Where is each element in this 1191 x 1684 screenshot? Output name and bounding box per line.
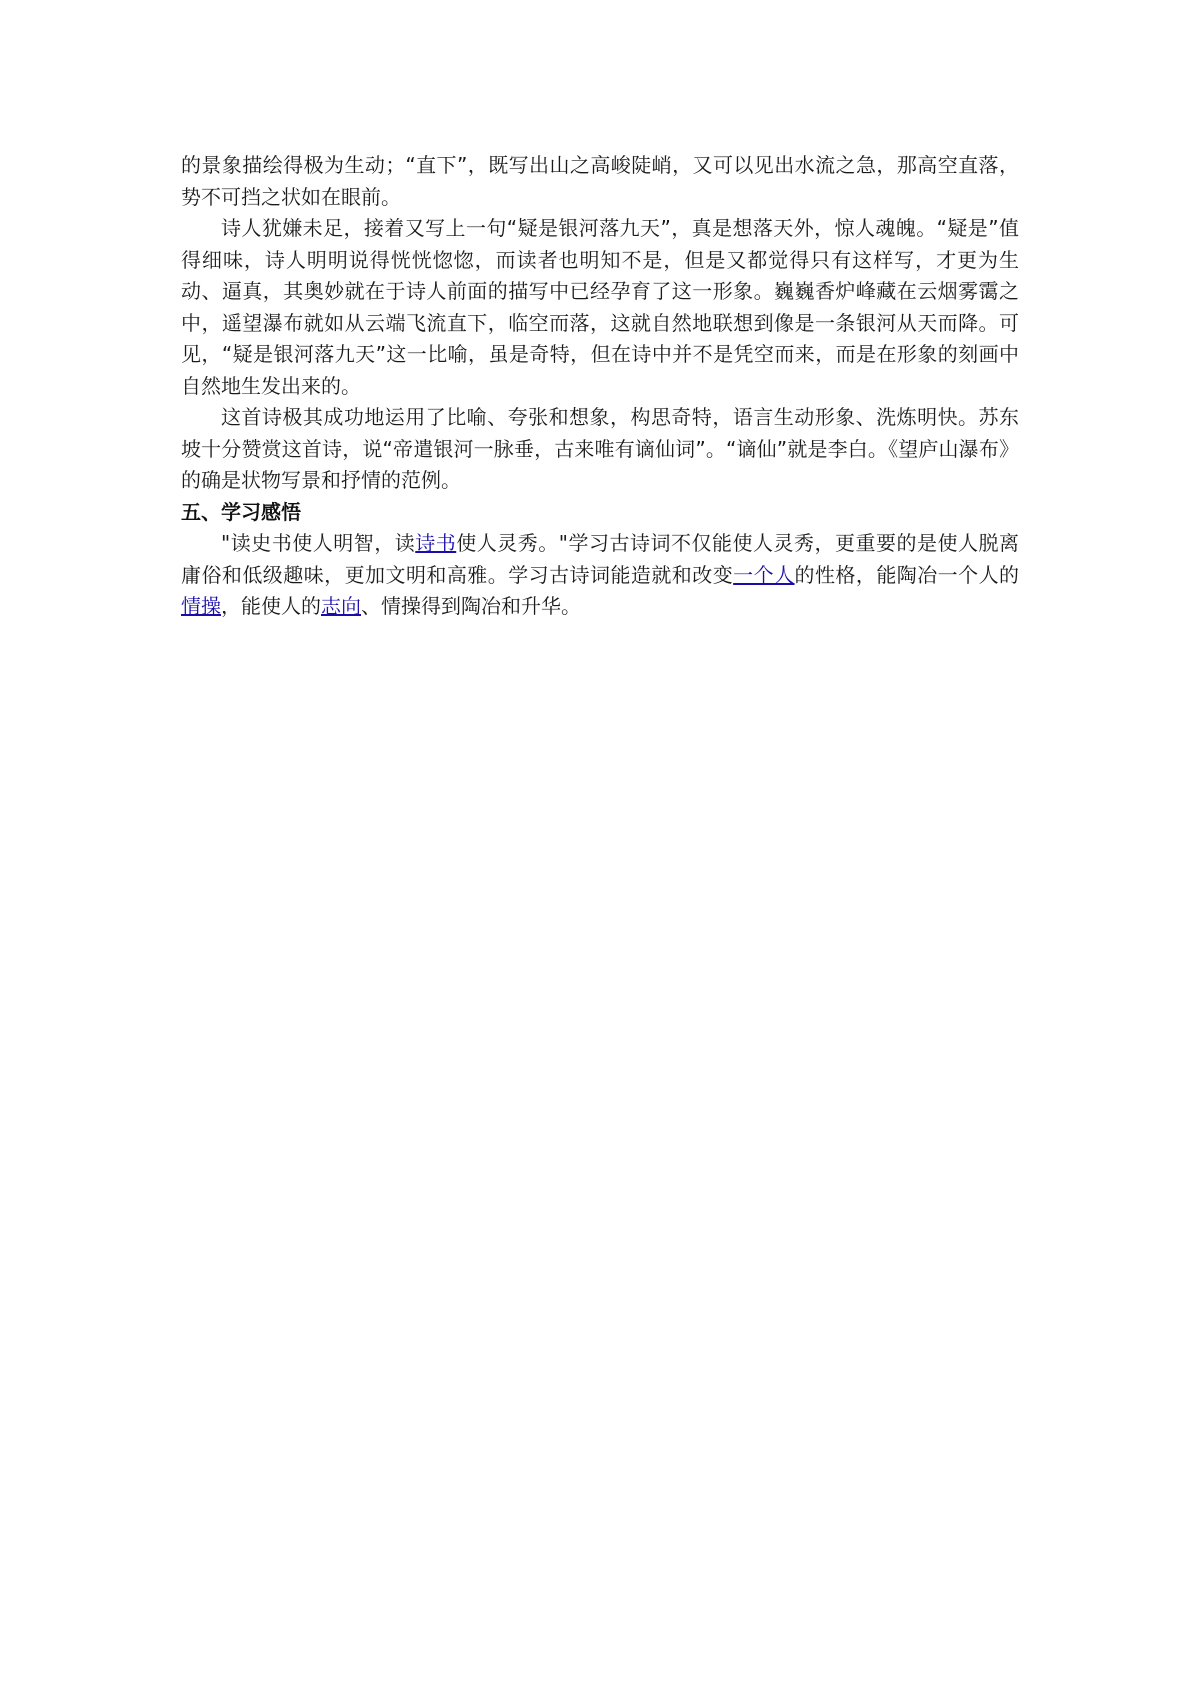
text-segment: 、情操得到陶冶和升华。: [361, 594, 581, 618]
paragraph-learning-reflection: [181, 528, 1019, 623]
paragraph-galaxy-metaphor: 诗人犹嫌未足，接着又写上一句“疑是银河落九天”，真是想落天外，惊人魂魄。“疑是”值得细味，诗人明明说得恍恍惚惚，而读者也明知不是，但是又都觉得只有这样写，才更为生动、逼真，其奥妙就在于诗人前面的描写中已经孕育了这一形象。巍巍香炉峰藏在云烟雾霭之中，遥望瀑布就如从云端飞流直下，临空而落，这就自然地联想到像是一条银河从天而降。可见，“疑是银河落九天”这一比喻，虽是奇特，但在诗中并不是凭空而来，而是在形象的刻画中自然地生发出来的。: [181, 216, 1019, 398]
section-heading: 五、学习感悟: [181, 499, 301, 524]
text-segment: "读史书使人明智，读: [221, 531, 416, 555]
paragraph-scenery: 的景象描绘得极为生动；“直下”，既写出山之高峻陡峭，又可以见出水流之急，那高空直落，势不可挡之状如在眼前。: [181, 153, 1019, 209]
link-sentiment[interactable]: 情操: [181, 594, 221, 618]
link-aspiration[interactable]: 志向: [321, 594, 361, 618]
link-poetry-books[interactable]: 诗书: [415, 531, 457, 555]
paragraph-poem-evaluation: 这首诗极其成功地运用了比喻、夸张和想象，构思奇特，语言生动形象、洗炼明快。苏东坡十分赞赏这首诗，说“帝遣银河一脉垂，古来唯有谪仙词”。“谪仙”就是李白。《望庐山瀑布》的确是状物写景和抒情的范例。: [181, 405, 1019, 492]
document-body: [181, 150, 1019, 623]
text-segment: 的性格，能陶冶一个人的: [794, 562, 1020, 587]
text-segment: ，能使人的: [221, 594, 321, 618]
text-segment: 使人灵秀。"学习古诗词不仅能使人灵秀，更重要的是使人脱离庸俗和低级趣味，更加文明和高雅。学习古诗词能造就和改变: [181, 531, 1020, 587]
link-a-person[interactable]: 一个人: [733, 562, 795, 587]
